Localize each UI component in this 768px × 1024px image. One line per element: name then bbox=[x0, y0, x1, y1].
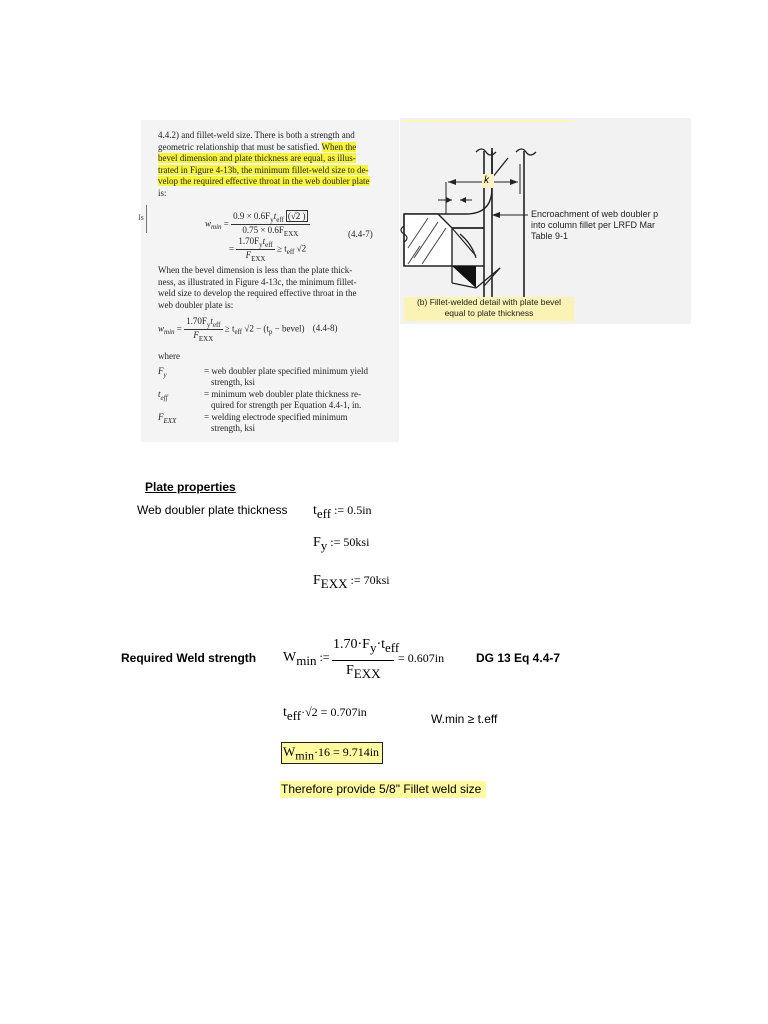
excerpt-line: geometric relationship that must be satisfied. When the bbox=[158, 141, 357, 152]
excerpt-line: trated in Figure 4-13b, the minimum fillet-weld size to de- bbox=[158, 164, 369, 175]
teff-definition: $t_{eff}$ := 0.5in bbox=[313, 503, 372, 521]
excerpt-line: ness, as illustrated in Figure 4-13c, the minimum fillet- bbox=[158, 276, 357, 287]
excerpt-line: weld size to develop the required effective throat in the bbox=[158, 288, 357, 298]
excerpt-line: velop the required effective throat in the web doubler plate bbox=[158, 176, 370, 186]
fy-definition: $F_y$ := 50ksi bbox=[313, 535, 370, 553]
excerpt-line: bevel dimension and plate thickness are equal, as illus- bbox=[158, 153, 356, 163]
equation-4-4-7-simplified: = $\frac{1.70F_yt_{eff}}{F_{EXX}}$ ≥ $t_{eff}$ √2 bbox=[229, 236, 307, 263]
equation-4-4-8: $w_{min}$ = $\frac{1.70F_yt_{eff}}{F_{EXX}}$ ≥ $t_{eff}$ $√2 - (t_p$ − bevel) (4.4-8) bbox=[158, 316, 338, 343]
fillet-weld-figure bbox=[400, 118, 691, 324]
wmin-symbol: $W_{min}$ := bbox=[283, 650, 330, 668]
excerpt-line: When the bevel dimension is less than the plate thick- bbox=[158, 265, 353, 275]
excerpt-line: 4.4.2) and fillet-weld size. There is both a strength and bbox=[158, 130, 355, 140]
k-dimension-label: k bbox=[484, 175, 489, 186]
figure-caption: (b) Fillet-welded detail with plate bevel equal to plate thickness bbox=[404, 297, 574, 321]
equation-number: (4.4-8) bbox=[312, 323, 338, 334]
plate-properties-heading: Plate properties bbox=[145, 480, 236, 494]
wmin-numerator: $1.70\cdot F_y\cdot t_{eff}$ bbox=[333, 637, 400, 655]
wmin-sixteenths-box: $W_{min}\cdot 16 = 9.714in$ bbox=[281, 742, 383, 764]
excerpt-paragraph-2 bbox=[158, 265, 398, 311]
excerpt-line: web doubler plate is: bbox=[158, 299, 234, 310]
wmin-denominator: $F_{EXX}$ bbox=[346, 663, 381, 681]
conclusion-note: Therefore provide 5/8" Fillet weld size bbox=[280, 781, 486, 798]
definition-row: $F_y$ = web doubler plate specified minimum yield strength, ksi bbox=[158, 366, 369, 387]
excerpt-line: is: bbox=[158, 187, 167, 198]
comparison-note: W.min ≥ t.eff bbox=[431, 712, 498, 726]
margin-bar bbox=[146, 205, 147, 233]
definitions-list bbox=[158, 366, 398, 433]
definition-row: $F_{EXX}$ = welding electrode specified minimum strength, ksi bbox=[158, 412, 348, 433]
excerpt-paragraph-1 bbox=[158, 130, 398, 199]
equation-4-4-7: $w_{min}$ = $\frac{0.9 \times 0.6F_yt_{eff} (√2 )}{0.75 \times 0.6F_{EXX}}$ bbox=[205, 211, 310, 238]
encroachment-callout: Encroachment of web doubler p into column fillet per LRFD Mar Table 9-1 bbox=[531, 209, 659, 241]
equation-number: (4.4-7) bbox=[348, 229, 373, 239]
fraction-bar bbox=[332, 660, 394, 661]
definition-row: $t_{eff}$ = minimum web doubler plate thickness re- quired for strength per Equation 4.4-1, in. bbox=[158, 389, 362, 410]
fexx-definition: $F_{EXX}$ := 70ksi bbox=[313, 573, 390, 591]
teff-sqrt2: $t_{eff}\cdot√2 = 0.707in$ bbox=[283, 705, 367, 723]
where-label: where bbox=[158, 351, 180, 361]
design-guide-reference: DG 13 Eq 4.4-7 bbox=[476, 651, 561, 665]
scanned-excerpt bbox=[141, 120, 399, 442]
margin-mark: Is bbox=[138, 213, 144, 222]
required-weld-strength-label: Required Weld strength bbox=[121, 651, 257, 665]
web-doubler-label: Web doubler plate thickness bbox=[137, 503, 288, 517]
wmin-result: = 0.607in bbox=[398, 651, 445, 665]
